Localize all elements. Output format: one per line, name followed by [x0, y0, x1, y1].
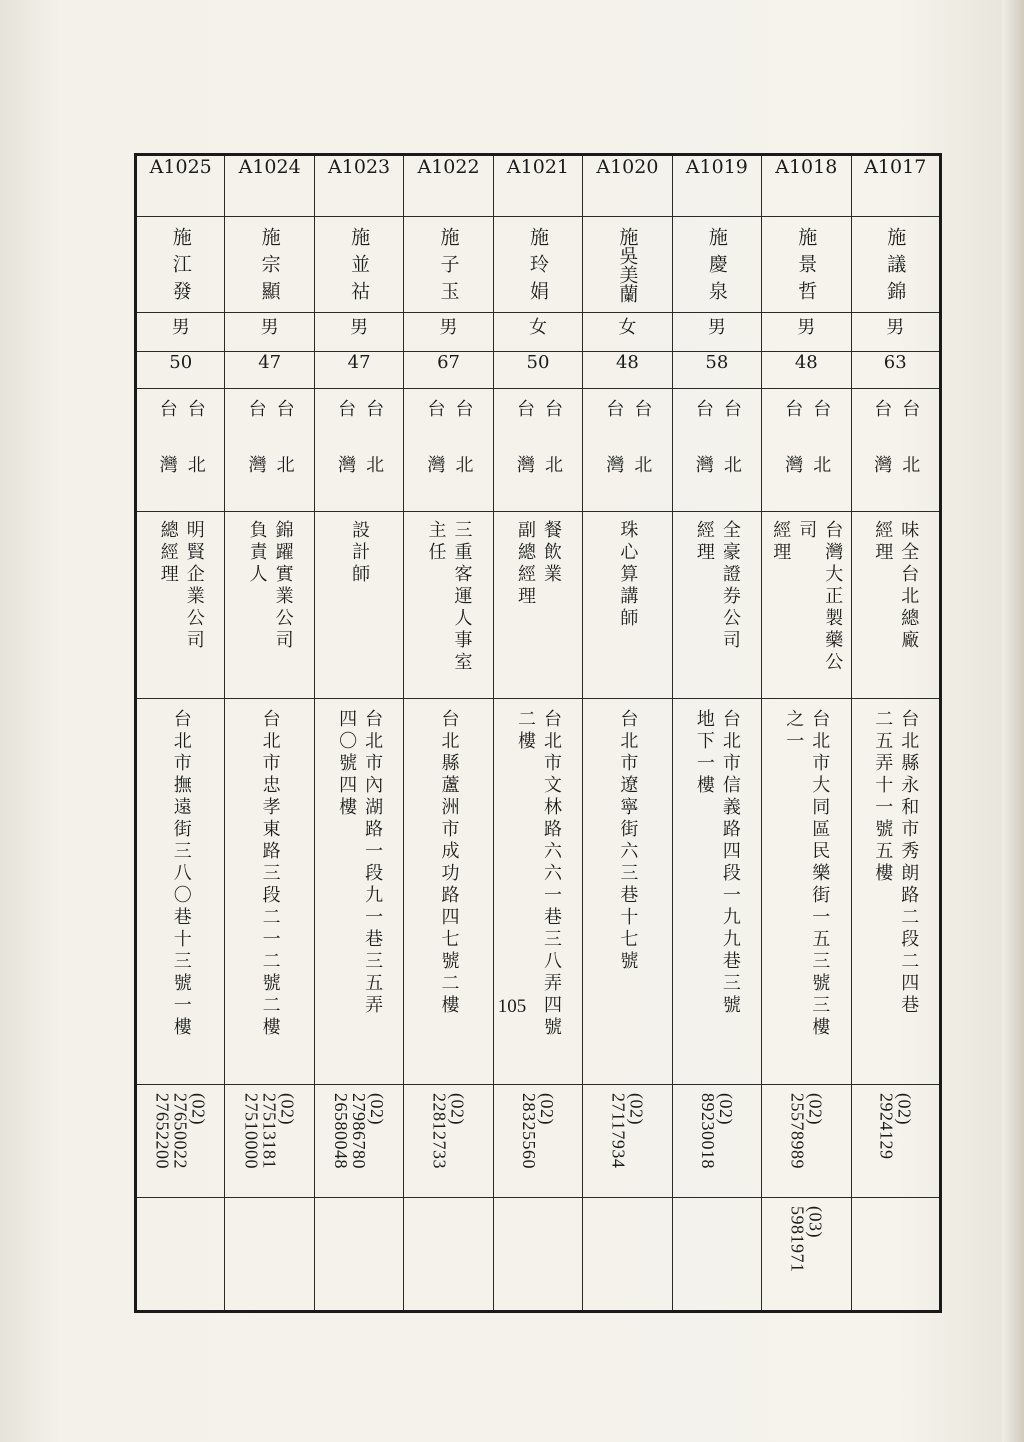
entry-name-text: 施江發 — [169, 227, 192, 308]
phone-alt-text — [788, 1206, 824, 1273]
address-text-line: 台北市遼寧街六三巷十七號 — [617, 709, 639, 973]
entry-id — [851, 155, 941, 217]
title-text-line: 設計師 — [349, 520, 371, 586]
entry-age-text: 58 — [705, 352, 729, 373]
title-text — [423, 520, 475, 674]
address-text — [168, 709, 194, 1039]
page-edge — [1002, 0, 1024, 1442]
origin-row — [136, 389, 941, 512]
title-text-line: 台灣大正製藥公司 — [796, 520, 844, 674]
address-text-line: 之一 — [783, 709, 805, 753]
title-text-line: 全豪證券公司 — [719, 520, 741, 652]
entry-origin — [672, 389, 761, 512]
entry-title — [851, 512, 941, 699]
origin-text: 台北 — [184, 399, 206, 511]
phone-line: (02) — [626, 1093, 647, 1125]
entry-age — [404, 352, 493, 389]
entry-name — [672, 217, 761, 313]
address-text-line: 台北縣永和市秀朗路二段二四巷 — [898, 709, 920, 1017]
entry-address — [762, 699, 851, 1085]
entry-origin — [314, 389, 403, 512]
origin-text: 台灣 — [603, 399, 625, 511]
origin-text: 台北 — [452, 399, 474, 511]
entry-age-text: 67 — [437, 352, 460, 373]
entry-name-text: 施慶泉 — [705, 227, 728, 308]
phone-line: (02) — [277, 1093, 298, 1125]
origin-pair — [137, 399, 224, 511]
origin-text: 台灣 — [335, 399, 357, 511]
phone-line: 22812733 — [429, 1093, 450, 1169]
entry-id — [583, 155, 672, 217]
entry-phone-alt — [762, 1198, 851, 1312]
entry-name — [136, 217, 225, 313]
phone-line: 27117934 — [608, 1093, 629, 1169]
entry-phone — [583, 1085, 672, 1198]
name-row — [136, 217, 941, 313]
entry-age-text: 47 — [258, 352, 282, 373]
entry-age — [583, 352, 672, 389]
entry-sex-text: 男 — [260, 317, 279, 338]
address-text — [257, 709, 283, 1039]
entry-title — [583, 512, 672, 699]
entry-name-text: 施並祜 — [348, 227, 371, 308]
title-text — [767, 520, 845, 694]
entry-id — [404, 155, 493, 217]
origin-text: 台灣 — [871, 399, 893, 511]
entry-origin — [404, 389, 493, 512]
entry-name — [404, 217, 493, 313]
entry-sex-text: 男 — [439, 317, 458, 338]
title-text — [512, 520, 564, 608]
address-text-line: 台北市信義路四段一九九巷三號 — [719, 709, 741, 1017]
entry-sex — [851, 313, 941, 352]
entry-age-text: 50 — [169, 352, 193, 373]
address-text-line: 台北市大同區民樂街一五三號三樓 — [809, 709, 831, 1039]
entry-phone-alt — [225, 1198, 314, 1312]
age-row — [136, 352, 941, 389]
title-text — [869, 520, 921, 652]
phone-line: 27513181 — [259, 1093, 280, 1169]
entry-address — [404, 699, 493, 1085]
origin-text: 台北 — [541, 399, 563, 511]
entry-phone-alt — [493, 1198, 582, 1312]
origin-text: 台北 — [631, 399, 653, 511]
title-text-line: 經理 — [770, 520, 792, 564]
address-text — [869, 709, 921, 1017]
entry-age-text: 63 — [883, 352, 907, 373]
origin-text: 台灣 — [156, 399, 178, 511]
phone-text — [788, 1093, 824, 1169]
title-text — [346, 520, 372, 586]
address-row — [136, 699, 941, 1085]
entry-id-text: A1023 — [328, 156, 391, 178]
address-text-line: 台北縣蘆洲市成功路四七號二樓 — [438, 709, 460, 1017]
sex-row — [136, 313, 941, 352]
entry-name — [225, 217, 314, 313]
phone-line: 2924129 — [876, 1093, 897, 1160]
entry-name-text: 施子玉 — [437, 227, 460, 308]
title-row — [136, 512, 941, 699]
entry-title — [136, 512, 225, 699]
entry-address — [583, 699, 672, 1085]
address-text-line: 四〇號四樓 — [336, 709, 358, 819]
phone-line: 28325560 — [518, 1093, 539, 1169]
entry-name — [851, 217, 941, 313]
entry-id — [672, 155, 761, 217]
entry-id — [314, 155, 403, 217]
phone-line: (02) — [894, 1093, 915, 1125]
entry-sex — [225, 313, 314, 352]
entry-address — [225, 699, 314, 1085]
entry-age-text: 50 — [526, 352, 550, 373]
phone-text — [699, 1093, 735, 1169]
entry-sex-text: 男 — [350, 317, 369, 338]
phone-line: 27986780 — [349, 1093, 370, 1169]
entry-sex — [762, 313, 851, 352]
entry-sex — [404, 313, 493, 352]
phone-line: (02) — [715, 1093, 736, 1125]
phone-text — [431, 1093, 467, 1169]
phone-row — [136, 1085, 941, 1198]
phone-line: 26580048 — [331, 1093, 352, 1169]
title-text-line: 經理 — [872, 520, 894, 564]
title-text-line: 三重客運人事室 — [451, 520, 473, 674]
phone-text — [609, 1093, 645, 1168]
page-number: 105 — [497, 996, 527, 1017]
entry-age-text: 48 — [615, 352, 639, 373]
address-text — [436, 709, 462, 1017]
origin-text: 台灣 — [245, 399, 267, 511]
origin-pair — [315, 399, 403, 511]
phone-line: 5981971 — [787, 1206, 808, 1273]
address-text — [780, 709, 832, 1039]
entry-name — [314, 217, 403, 313]
origin-pair — [852, 399, 940, 511]
entry-age — [493, 352, 582, 389]
title-text-line: 負責人 — [246, 520, 268, 586]
entry-name-text: 施玲娟 — [526, 227, 549, 308]
entry-id-text: A1024 — [238, 156, 301, 178]
origin-pair — [404, 399, 492, 511]
entry-title — [672, 512, 761, 699]
address-text — [614, 709, 640, 973]
address-text — [333, 709, 385, 1017]
title-text-line: 總經理 — [157, 520, 179, 586]
entry-age — [314, 352, 403, 389]
address-text-line: 台北市忠孝東路三段二一二號二樓 — [259, 709, 281, 1039]
entry-sex-text: 男 — [171, 317, 190, 338]
entry-sex-text: 男 — [886, 317, 905, 338]
origin-text: 台灣 — [692, 399, 714, 511]
address-text-line: 二五弄十一號五樓 — [872, 709, 894, 885]
entry-sex-text: 男 — [797, 317, 816, 338]
address-text — [512, 709, 564, 1039]
entry-phone-alt — [851, 1198, 941, 1312]
entry-name — [583, 217, 672, 313]
entry-id — [762, 155, 851, 217]
phone-text — [877, 1093, 913, 1160]
entry-name-text: 施宗顯 — [258, 227, 281, 308]
origin-text: 台北 — [363, 399, 385, 511]
phone-line: 27650022 — [170, 1093, 191, 1169]
entry-phone-alt — [583, 1198, 672, 1312]
phone-text — [243, 1093, 297, 1169]
id-row — [136, 155, 941, 217]
origin-pair — [583, 399, 671, 511]
title-text-line: 明賢企業公司 — [183, 520, 205, 652]
entry-name — [493, 217, 582, 313]
phone-line: 27510000 — [241, 1093, 262, 1169]
title-text-line: 錦躍實業公司 — [272, 520, 294, 652]
entry-id-text: A1025 — [149, 156, 212, 178]
entry-age-text: 48 — [794, 352, 818, 373]
entry-age — [225, 352, 314, 389]
entry-origin — [136, 389, 225, 512]
entry-address — [136, 699, 225, 1085]
entry-title — [404, 512, 493, 699]
entry-sex — [136, 313, 225, 352]
entry-phone — [851, 1085, 941, 1198]
entry-id — [136, 155, 225, 217]
address-text-line: 台北市撫遠街三八〇巷十三號一樓 — [170, 709, 192, 1039]
entry-sex-text: 男 — [707, 317, 726, 338]
entry-sex-text: 女 — [528, 317, 547, 338]
origin-text: 台灣 — [782, 399, 804, 511]
phone-line: (03) — [805, 1206, 826, 1238]
entry-sex-text: 女 — [618, 317, 637, 338]
entry-address — [672, 699, 761, 1085]
entry-sex — [314, 313, 403, 352]
title-text-line: 餐飲業 — [540, 520, 562, 586]
origin-pair — [762, 399, 850, 511]
entry-id-text: A1022 — [417, 156, 480, 178]
address-text-line: 台北市文林路六六一巷三八弄四號 — [540, 709, 562, 1039]
origin-text: 台北 — [273, 399, 295, 511]
title-text-line: 味全台北總廠 — [898, 520, 920, 652]
title-text — [614, 520, 640, 630]
phone-line: (02) — [367, 1093, 388, 1125]
title-text — [691, 520, 743, 652]
title-text — [155, 520, 207, 652]
entry-phone — [493, 1085, 582, 1198]
entry-phone — [762, 1085, 851, 1198]
entry-phone-alt — [314, 1198, 403, 1312]
entry-origin — [583, 389, 672, 512]
entry-id-text: A1017 — [864, 156, 927, 178]
entry-sex — [493, 313, 582, 352]
entry-sex — [672, 313, 761, 352]
entry-name-text: 施議錦 — [884, 227, 907, 308]
phone-text — [332, 1093, 386, 1169]
origin-pair — [225, 399, 313, 511]
entry-id — [493, 155, 582, 217]
origin-text: 台灣 — [424, 399, 446, 511]
entry-origin — [762, 389, 851, 512]
entry-address — [314, 699, 403, 1085]
address-text-line: 台北市內湖路一段九一巷三五弄 — [362, 709, 384, 1017]
origin-text: 台北 — [899, 399, 921, 511]
entry-phone — [314, 1085, 403, 1198]
entry-origin — [493, 389, 582, 512]
phone-line: (02) — [805, 1093, 826, 1125]
phone-text — [520, 1093, 556, 1169]
title-text-line: 珠心算講師 — [617, 520, 639, 630]
address-text-line: 二樓 — [514, 709, 536, 753]
address-text-line: 地下一樓 — [693, 709, 715, 797]
entry-name-text: 施景哲 — [795, 227, 818, 308]
address-text — [691, 709, 743, 1017]
phone-line: 89230018 — [697, 1093, 718, 1169]
origin-text: 台北 — [720, 399, 742, 511]
entry-age — [136, 352, 225, 389]
roster-table — [134, 153, 942, 1313]
phone-line: (02) — [536, 1093, 557, 1125]
origin-pair — [673, 399, 761, 511]
title-text-line: 副總經理 — [514, 520, 536, 608]
entry-sex — [583, 313, 672, 352]
entry-title — [493, 512, 582, 699]
origin-text: 台北 — [810, 399, 832, 511]
origin-pair — [494, 399, 582, 511]
entry-id-text: A1020 — [596, 156, 659, 178]
entry-origin — [225, 389, 314, 512]
phone-text — [154, 1093, 208, 1169]
entry-age — [851, 352, 941, 389]
entry-phone — [136, 1085, 225, 1198]
entry-title — [762, 512, 851, 699]
entry-phone — [404, 1085, 493, 1198]
title-text-line: 主任 — [425, 520, 447, 564]
entry-phone-alt — [404, 1198, 493, 1312]
title-text-line: 經理 — [693, 520, 715, 564]
entry-title — [314, 512, 403, 699]
entry-phone — [672, 1085, 761, 1198]
entry-id-text: A1018 — [775, 156, 838, 178]
entry-origin — [851, 389, 941, 512]
entry-name-text: 施吳美蘭 — [616, 227, 639, 303]
entry-address — [493, 699, 582, 1085]
phone-line: (02) — [447, 1093, 468, 1125]
entry-phone-alt — [672, 1198, 761, 1312]
phone-line: 25578989 — [787, 1093, 808, 1169]
entry-name — [762, 217, 851, 313]
entry-address — [851, 699, 941, 1085]
entry-id — [225, 155, 314, 217]
phone-line: (02) — [188, 1093, 209, 1125]
entry-age — [762, 352, 851, 389]
entry-id-text: A1021 — [506, 156, 569, 178]
entry-phone — [225, 1085, 314, 1198]
phone2-row — [136, 1198, 941, 1312]
origin-text: 台灣 — [513, 399, 535, 511]
phone-line: 27652200 — [152, 1093, 173, 1169]
entry-age-text: 47 — [347, 352, 371, 373]
entry-age — [672, 352, 761, 389]
title-text — [244, 520, 296, 652]
entry-phone-alt — [136, 1198, 225, 1312]
entry-id-text: A1019 — [685, 156, 748, 178]
entry-title — [225, 512, 314, 699]
